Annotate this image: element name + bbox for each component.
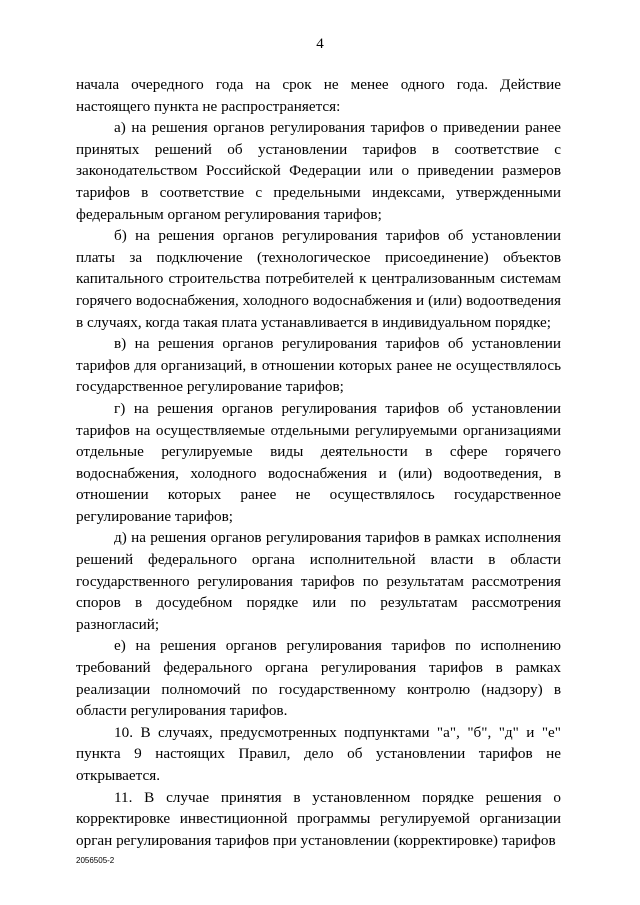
paragraph-11: 11. В случае принятия в установленном порядке решения о корректировке инвестиционной программы регулируемой организации орган регулирования тарифов при установлении (корректировке) тарифов	[76, 788, 561, 849]
paragraph-item-v: в) на решения органов регулирования тарифов об установлении тарифов для организаций, в отношении которых ранее не осуществлялось государственное регулирование тарифов;	[76, 335, 561, 396]
paragraph-continuation: начала очередного года на срок не менее одного года. Действие настоящего пункта не распространяется:	[76, 76, 561, 115]
paragraph-item-a: а) на решения органов регулирования тарифов о приведении ранее принятых решений об установлении тарифов в соответствие с законодательством Российской Федерации или о приведении размеров тарифов в соответствие с предельными индексами, утвержденными федеральным органом регулирования тарифов;	[76, 119, 561, 223]
paragraph-item-g: г) на решения органов регулирования тарифов об установлении тарифов на осуществляемые отдельными регулируемыми организациями отдельные регулируемые виды деятельности в сфере горячего водоснабжения, холодного водоснабжения и (или) водоотведения, в отношении которых ранее не осуществлялось государственное регулирование тарифов;	[76, 399, 561, 525]
document-body	[76, 74, 561, 851]
page-number: 4	[316, 36, 324, 52]
paragraph-10: 10. В случаях, предусмотренных подпунктами "а", "б", "д" и "е" пункта 9 настоящих Правил, дело об установлении тарифов не открывается.	[76, 723, 561, 784]
paragraph-item-d: д) на решения органов регулирования тарифов в рамках исполнения решений федерального органа исполнительной власти в области государственного регулирования тарифов по результатам рассмотрения споров в досудебном порядке или по результатам рассмотрения разногласий;	[76, 529, 561, 633]
document-code: 2056505-2	[76, 856, 115, 865]
paragraph-item-e: е) на решения органов регулирования тарифов по исполнению требований федерального органа регулирования тарифов в рамках реализации полномочий по государственному контролю (надзору) в области регулирования тарифов.	[76, 637, 561, 720]
paragraph-item-b: б) на решения органов регулирования тарифов об установлении платы за подключение (технологическое присоединение) объектов капитального строительства потребителей к централизованным системам горячего водоснабжения, холодного водоснабжения и (или) водоотведения в случаях, когда такая плата устанавливается в индивидуальном порядке;	[76, 227, 561, 331]
